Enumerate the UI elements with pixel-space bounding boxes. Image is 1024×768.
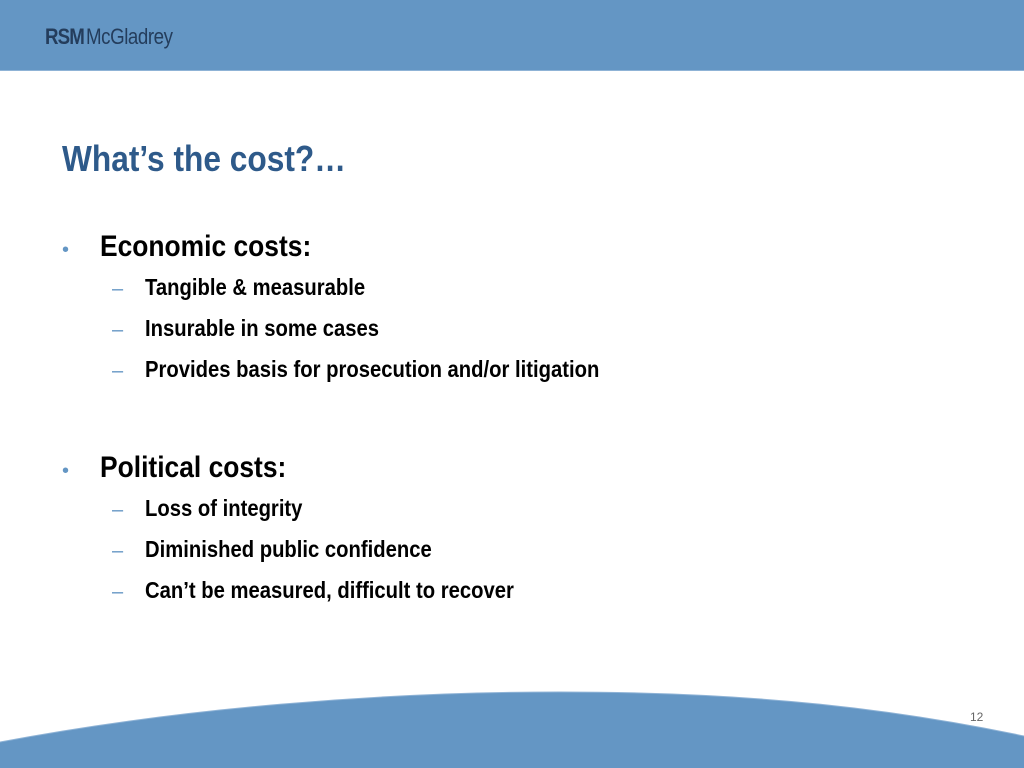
sub-item-text: Diminished public confidence — [145, 536, 432, 562]
sub-list — [62, 495, 564, 618]
sub-item — [62, 274, 661, 315]
logo-secondary-text: McGladrey — [85, 24, 173, 49]
dash-icon: – — [112, 360, 124, 382]
bullet-icon: • — [62, 460, 70, 482]
footer-wave — [0, 680, 1024, 768]
sub-item-text: Provides basis for prosecution and/or litigation — [145, 356, 600, 382]
page-number: 12 — [970, 710, 984, 724]
dash-icon: – — [112, 540, 124, 562]
bullet-icon: • — [62, 239, 70, 261]
bullet-item — [62, 451, 564, 485]
sub-item — [62, 577, 564, 618]
sub-item-text: Can’t be measured, difficult to recover — [145, 577, 514, 603]
section-political-costs — [62, 451, 564, 618]
sub-item — [62, 315, 661, 356]
bullet-heading: Economic costs: — [100, 230, 312, 263]
footer-wave-shape — [0, 692, 1024, 768]
bullet-item — [62, 230, 661, 264]
dash-icon: – — [112, 278, 124, 300]
company-logo — [45, 24, 188, 52]
dash-icon: – — [112, 581, 124, 603]
sub-item-text: Insurable in some cases — [145, 315, 379, 341]
dash-icon: – — [112, 319, 124, 341]
slide-title: What’s the cost?… — [62, 138, 346, 179]
sub-item-text: Tangible & measurable — [145, 274, 366, 300]
sub-list — [62, 274, 661, 397]
bullet-heading: Political costs: — [100, 451, 287, 484]
dash-icon: – — [112, 499, 124, 521]
sub-item-text: Loss of integrity — [145, 495, 303, 521]
sub-item — [62, 536, 564, 577]
sub-item — [62, 495, 564, 536]
section-economic-costs — [62, 230, 661, 397]
sub-item — [62, 356, 661, 397]
header-bar — [0, 0, 1024, 71]
logo-primary-text: RSM — [45, 24, 85, 49]
